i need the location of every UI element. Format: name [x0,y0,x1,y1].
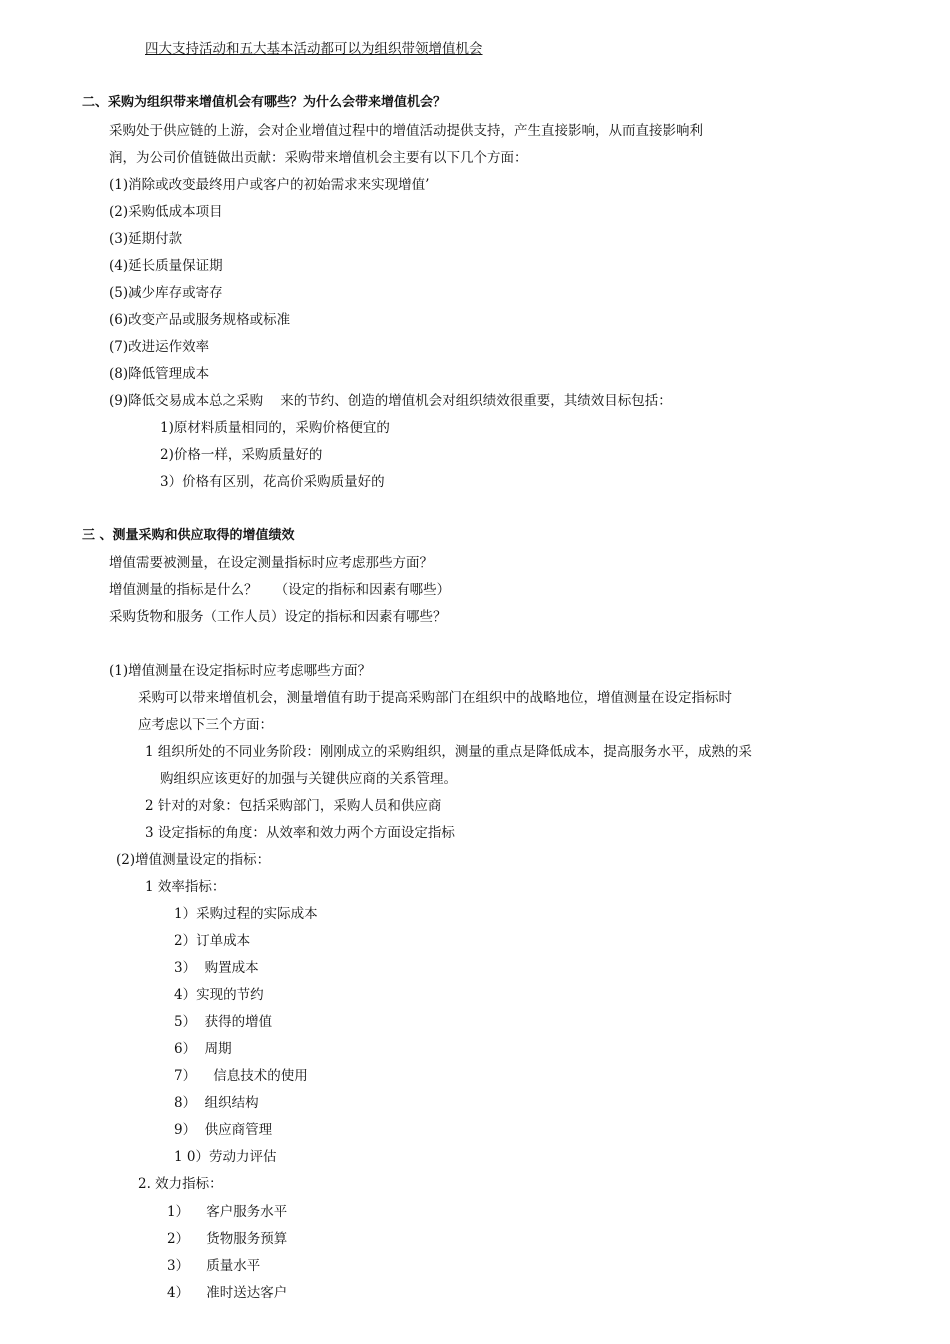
q1-item-3: 3 设定指标的角度：从效率和效力两个方面设定指标 [145,825,455,841]
efficiency-item: 9） 供应商管理 [174,1122,273,1138]
list-item: (1)消除或改变最终用户或客户的初始需求来实现增值’ [109,177,430,193]
question-line: 采购货物和服务（工作人员）设定的指标和因素有哪些？ [109,609,447,625]
effectiveness-item: 3） 质量水平 [167,1258,261,1274]
effectiveness-item: 4） 准时送达客户 [167,1285,288,1301]
section-2-heading: 二、采购为组织带来增值机会有哪些？为什么会带来增值机会？ [82,95,447,110]
efficiency-item: 1 0）劳动力评估 [174,1149,277,1165]
q1-para-2: 应考虑以下三个方面： [138,717,273,733]
efficiency-item: 8） 组织结构 [174,1095,259,1111]
list-item: (6)改变产品或服务规格或标准 [109,312,291,328]
q1-title: (1)增值测量在设定指标时应考虑哪些方面？ [109,663,372,679]
q1-para-1: 采购可以带来增值机会，测量增值有助于提高采购部门在组织中的战略地位，增值测量在设定指标时 [138,690,732,706]
efficiency-item: 2）订单成本 [174,933,251,949]
question-line: 增值测量的指标是什么？ （设定的指标和因素有哪些） [109,582,451,598]
effectiveness-item: 2） 货物服务预算 [167,1231,288,1247]
q2-title: (2)增值测量设定的指标： [116,852,271,868]
list-item: (5)减少库存或寄存 [109,285,223,301]
effectiveness-item: 1） 客户服务水平 [167,1204,288,1220]
list-item: (3)延期付款 [109,231,183,247]
list-item: (4)延长质量保证期 [109,258,223,274]
section-3-heading: 三 、测量采购和供应取得的增值绩效 [82,528,295,543]
list-item: (8)降低管理成本 [109,366,210,382]
efficiency-item: 4）实现的节约 [174,987,264,1003]
efficiency-item: 5） 获得的增值 [174,1014,273,1030]
efficiency-title: 1 效率指标： [145,879,226,895]
list-item: (7)改进运作效率 [109,339,210,355]
efficiency-item: 1）采购过程的实际成本 [174,906,318,922]
section-2-para-2: 润，为公司价值链做出贡献：采购带来增值机会主要有以下几个方面： [109,150,528,166]
list-item: (2)采购低成本项目 [109,204,223,220]
efficiency-item: 3） 购置成本 [174,960,259,976]
q1-item-1a: 1 组织所处的不同业务阶段：刚刚成立的采购组织，测量的重点是降低成本，提高服务水平，成熟的采 [145,744,752,760]
q1-item-2: 2 针对的对象：包括采购部门，采购人员和供应商 [145,798,442,814]
list-item: (9)降低交易成本总之采购 来的节约、创造的增值机会对组织绩效很重要，其绩效目标包括： [109,393,672,409]
efficiency-item: 6） 周期 [174,1041,232,1057]
section-2-para-1: 采购处于供应链的上游，会对企业增值过程中的增值活动提供支持，产生直接影响，从而直接影响利 [109,123,703,139]
top-line: 四大支持活动和五大基本活动都可以为组织带领增值机会 [145,41,483,57]
goal-item: 3）价格有区别，花高价采购质量好的 [160,474,385,490]
goal-item: 1)原材料质量相同的，采购价格便宜的 [160,420,390,436]
goal-item: 2)价格一样，采购质量好的 [160,447,323,463]
effectiveness-title: 2. 效力指标： [138,1176,223,1192]
q1-item-1b: 购组织应该更好的加强与关键供应商的关系管理。 [160,771,457,787]
efficiency-item: 7） 信息技术的使用 [174,1068,308,1084]
question-line: 增值需要被测量，在设定测量指标时应考虑那些方面？ [109,555,433,571]
